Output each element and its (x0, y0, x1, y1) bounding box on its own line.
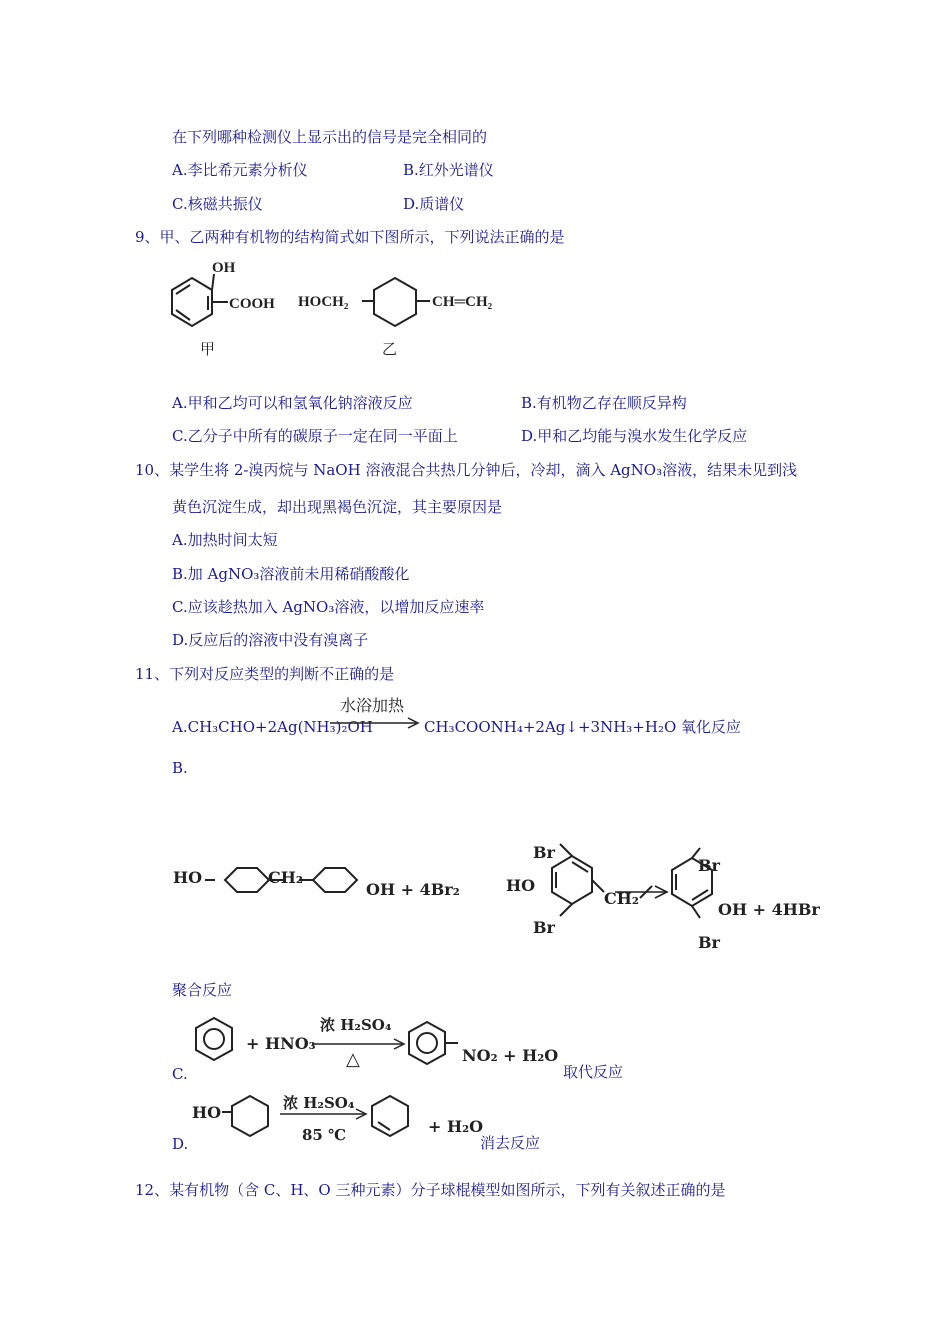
q9-option-c: C.乙分子中所有的碳原子一定在同一平面上 (172, 427, 458, 445)
yi-right-group: CH═CH₂ (432, 294, 493, 310)
b-oh-4br2: OH + 4Br₂ (366, 880, 460, 899)
q11-option-c-label: C. (172, 1065, 188, 1083)
b-br-bottom-right: Br (698, 933, 720, 952)
q8-option-b: B.红外光谱仪 (403, 161, 494, 179)
c-product: NO₂ + H₂O (462, 1046, 559, 1065)
q9-stem: 9、甲、乙两种有机物的结构简式如下图所示，下列说法正确的是 (135, 228, 565, 246)
c-hno3: + HNO₃ (246, 1034, 316, 1053)
q11-option-b-type: 聚合反应 (172, 981, 233, 999)
q8-option-c: C.核磁共振仪 (172, 195, 263, 213)
q11-a-arrow (328, 693, 423, 733)
q11-option-a-left: A.CH₃CHO+2Ag(NH₃)₂OH (172, 718, 373, 736)
jia-label: 甲 (200, 342, 216, 358)
yi-left-group: HOCH₂ (298, 294, 349, 310)
q10-stem-line2: 黄色沉淀生成，却出现黑褐色沉淀，其主要原因是 (172, 498, 503, 516)
q9-structures-figure (160, 252, 520, 362)
q11-stem: 11、下列对反应类型的判断不正确的是 (135, 665, 395, 683)
q12-stem: 12、某有机物（含 C、H、O 三种元素）分子球棍模型如图所示，下列有关叙述正确的是 (135, 1181, 726, 1199)
b-prod-ch2: CH₂ (604, 889, 639, 908)
benzene-ring (172, 278, 212, 326)
yi-structure (362, 278, 430, 326)
q9-option-d: D.甲和乙均能与溴水发生化学反应 (521, 427, 748, 445)
b-br-bottom-left: Br (533, 918, 555, 937)
q11-option-b-label: B. (172, 759, 188, 777)
q10-stem-line1: 10、某学生将 2-溴丙烷与 NaOH 溶液混合共热几分钟后，冷却，滴入 AgNO₃溶液，结果未见到浅 (135, 461, 798, 479)
yi-label: 乙 (382, 342, 398, 358)
q11-option-d-type: 消去反应 (480, 1134, 541, 1152)
jia-structure (172, 274, 228, 326)
b-prod-end: OH + 4HBr (718, 900, 820, 919)
q11-option-d-label: D. (172, 1135, 189, 1153)
q10-option-b: B.加 AgNO₃溶液前未用稀硝酸酸化 (172, 565, 410, 583)
d-ho: HO (192, 1103, 222, 1122)
d-cond-top: 浓 H₂SO₄ (283, 1094, 355, 1112)
b-br-top-right: Br (698, 856, 720, 875)
q8-option-a: A.李比希元素分析仪 (172, 161, 308, 179)
q9-option-b: B.有机物乙存在顺反异构 (521, 394, 687, 412)
q8-stem: 在下列哪种检测仪上显示出的信号是完全相同的 (172, 128, 488, 146)
c-cond-bottom: △ (346, 1049, 360, 1070)
d-cond-bottom: 85 ℃ (302, 1126, 347, 1144)
q9-option-a: A.甲和乙均可以和氢氧化钠溶液反应 (172, 394, 413, 412)
jia-oh: OH (212, 260, 236, 276)
b-ho-left: HO (173, 868, 203, 887)
b-prod-ho: HO (506, 876, 536, 895)
c-cond-top: 浓 H₂SO₄ (320, 1016, 392, 1034)
b-br-top-left: Br (533, 843, 555, 862)
q11-option-a-right: CH₃COONH₄+2Ag↓+3NH₃+H₂O 氧化反应 (424, 718, 742, 736)
b-ch2-mid: CH₂ (268, 868, 303, 887)
q10-option-c: C.应该趁热加入 AgNO₃溶液，以增加反应速率 (172, 598, 485, 616)
d-product: + H₂O (428, 1117, 484, 1136)
jia-cooh: COOH (229, 296, 275, 312)
q10-option-a: A.加热时间太短 (172, 531, 278, 549)
q11-option-c-type: 取代反应 (563, 1063, 624, 1081)
q10-option-d: D.反应后的溶液中没有溴离子 (172, 631, 369, 649)
q8-option-d: D.质谱仪 (403, 195, 465, 213)
q11-a-condition: 水浴加热 (340, 698, 405, 715)
cyclohexane-ring (374, 278, 416, 326)
